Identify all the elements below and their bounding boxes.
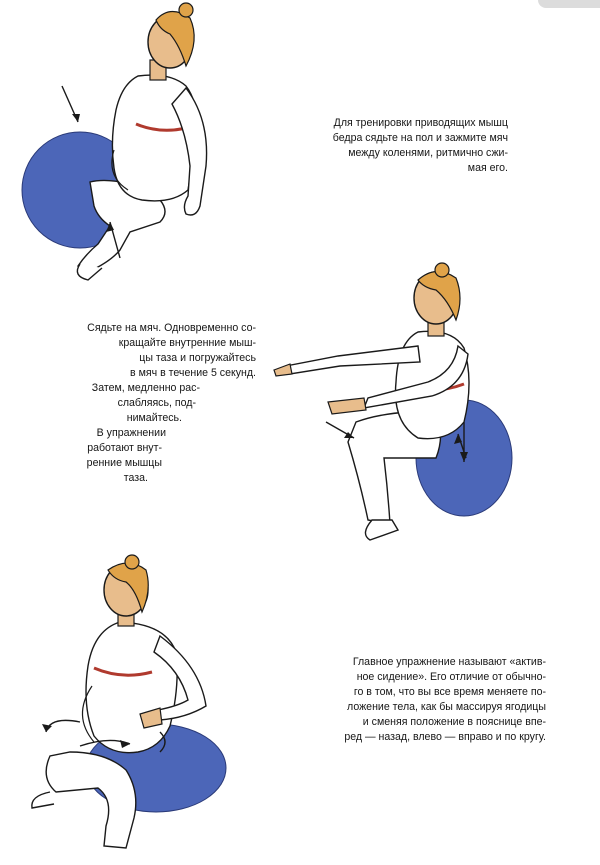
hand [274,364,292,376]
illustration-floor-ball-squeeze [10,0,250,300]
caption-exercise-1: Для тренировки приводящих мышц бедра сядьте на пол и зажмите мяч между коленями, ритмично сжи- мая его. [332,117,508,174]
hand [328,398,366,414]
legs [46,752,136,848]
illustration-active-sitting [10,556,240,856]
caption-exercise-3: Главное упражнение называют «актив- ное сидение». Его отличие от обычно- го в том, что вы все время меняете по- ложение тела, как бы массируя ягодицы и сменяя положение в пояснице впе- ред — назад, влево — вправо и по кругу. [344,656,546,743]
illustration-ball-sit-arms-forward [268,262,528,562]
caption-exercise-2: Сядьте на мяч. Одновременно со- кращайте внутренние мыш- цы таза и погружайтесь в мяч в течение 5 секунд. Затем, медленно рас- слабляясь, под- нимайтесь. В упражнении работают внут- ренние мышцы таза. [86,322,256,484]
window-corner [538,0,600,8]
